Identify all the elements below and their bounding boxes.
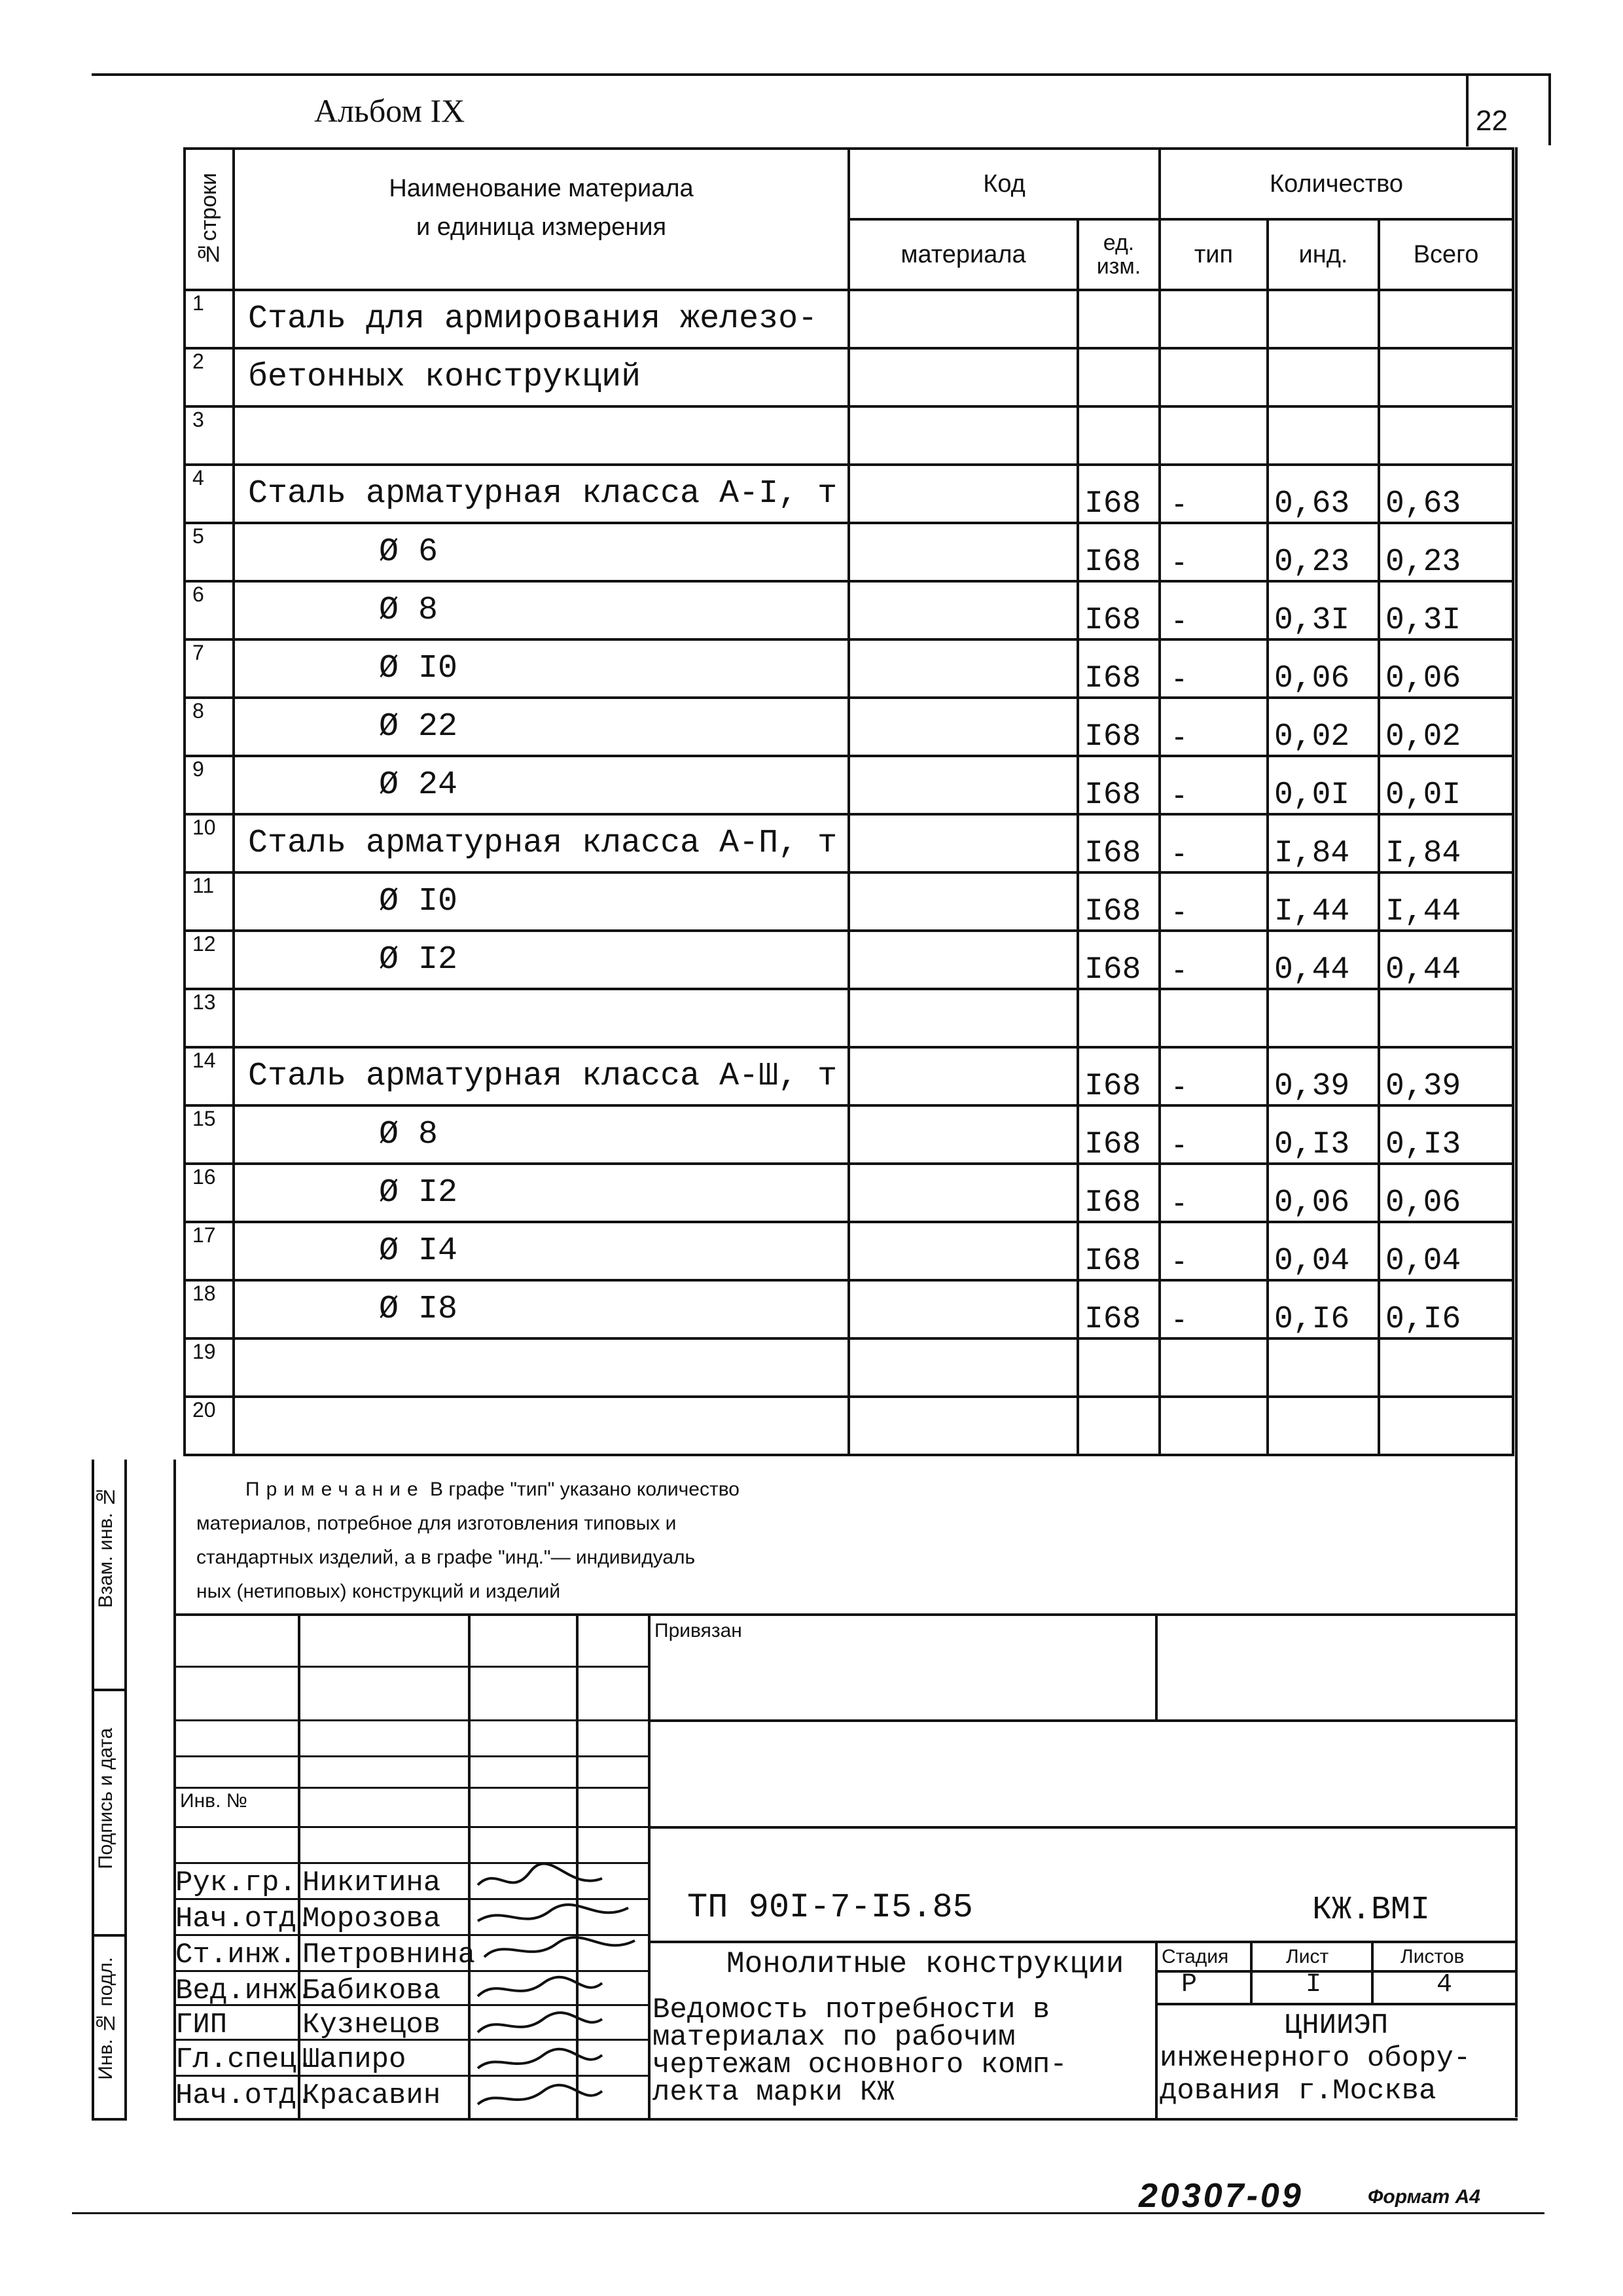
- qty-ind: [1268, 348, 1379, 406]
- doc-title: [652, 1994, 1067, 2109]
- row-number: 9: [185, 756, 234, 814]
- qty-type: [1160, 348, 1268, 406]
- unit-code: I68: [1078, 931, 1160, 989]
- stamp-h-stage: [1155, 1970, 1518, 1973]
- material-code: [849, 639, 1078, 698]
- stamp-h-stage2: [1155, 2003, 1518, 2005]
- stamp-row-line: [173, 1666, 650, 1668]
- side-strip-right: [124, 1460, 127, 2121]
- qty-ind: 0,06: [1268, 1164, 1379, 1222]
- material-code: [849, 1047, 1078, 1105]
- stamp-row-line: [173, 1787, 650, 1789]
- table-row: [185, 1105, 1513, 1164]
- header-material: материала: [849, 219, 1078, 290]
- row-number: 14: [185, 1047, 234, 1105]
- stamp-h-title: [648, 1941, 1518, 1943]
- qty-ind: [1268, 1397, 1379, 1455]
- material-code: [849, 1164, 1078, 1222]
- qty-ind: 0,02: [1268, 698, 1379, 756]
- unit-code: I68: [1078, 523, 1160, 581]
- qty-type: -: [1160, 698, 1268, 756]
- material-code: [849, 931, 1078, 989]
- material-name: [234, 1338, 849, 1397]
- stamp-row-line: [173, 1719, 650, 1721]
- side-strip-bottom: [92, 2118, 127, 2121]
- material-name: Ø I4: [234, 1222, 849, 1280]
- album-title: Альбом IX: [314, 92, 465, 129]
- qty-type: -: [1160, 465, 1268, 523]
- row-number: 6: [185, 581, 234, 639]
- row-number: 16: [185, 1164, 234, 1222]
- qty-total: [1379, 348, 1513, 406]
- sheet-box-left: [1466, 73, 1469, 147]
- stamp-role: Нач.отд.: [175, 2079, 314, 2112]
- stamp-v-stage2: [1371, 1941, 1374, 2004]
- stamp-top: [173, 1613, 1518, 1616]
- table-row: [185, 465, 1513, 523]
- row-number: 8: [185, 698, 234, 756]
- stamp-v2: [468, 1613, 471, 2119]
- qty-ind: [1268, 989, 1379, 1047]
- header-name: Наименование материала и единица измерения: [234, 149, 849, 290]
- qty-type: -: [1160, 872, 1268, 931]
- qty-total: 0,39: [1379, 1047, 1513, 1105]
- sheets-label: Листов: [1400, 1946, 1465, 1967]
- qty-ind: [1268, 406, 1379, 465]
- table-row: [185, 1397, 1513, 1455]
- unit-code: I68: [1078, 639, 1160, 698]
- table-row: [185, 290, 1513, 348]
- qty-type: [1160, 406, 1268, 465]
- material-code: [849, 989, 1078, 1047]
- qty-type: -: [1160, 1222, 1268, 1280]
- material-name: Ø 6: [234, 523, 849, 581]
- org-line3: дования г.Москва: [1160, 2075, 1436, 2108]
- frame-right: [1515, 147, 1518, 2117]
- material-code: [849, 1105, 1078, 1164]
- unit-code: [1078, 348, 1160, 406]
- row-number: 12: [185, 931, 234, 989]
- stamp-role: Вед.инж.: [175, 1975, 314, 2007]
- qty-total: 0,06: [1379, 639, 1513, 698]
- note-line4: ных (нетиповых) конструкций и изделий: [196, 1581, 561, 1602]
- unit-code: I68: [1078, 698, 1160, 756]
- qty-ind: 0,3I: [1268, 581, 1379, 639]
- qty-total: [1379, 1338, 1513, 1397]
- qty-total: 0,04: [1379, 1222, 1513, 1280]
- unit-code: [1078, 406, 1160, 465]
- stage-label: Стадия: [1162, 1946, 1229, 1967]
- side-label-vzam: Взам. инв. №: [95, 1486, 116, 1608]
- material-code: [849, 1338, 1078, 1397]
- sheet-label: Лист: [1286, 1946, 1329, 1967]
- privyazan-label: Привязан: [654, 1620, 742, 1641]
- qty-total: 0,I6: [1379, 1280, 1513, 1338]
- header-ind: инд.: [1268, 219, 1379, 290]
- row-number: 13: [185, 989, 234, 1047]
- footer-format: Формат А4: [1368, 2186, 1480, 2208]
- table-row: [185, 989, 1513, 1047]
- stamp-row-line: [173, 1826, 650, 1828]
- material-name: Сталь арматурная класса А-П, т: [234, 814, 849, 872]
- material-code: [849, 872, 1078, 931]
- stamp-person-name: Красавин: [302, 2079, 441, 2112]
- unit-code: [1078, 1397, 1160, 1455]
- unit-code: I68: [1078, 756, 1160, 814]
- qty-total: 0,06: [1379, 1164, 1513, 1222]
- organization: [1160, 2009, 1513, 2108]
- unit-code: I68: [1078, 465, 1160, 523]
- qty-type: -: [1160, 581, 1268, 639]
- row-number: 17: [185, 1222, 234, 1280]
- table-row: [185, 1338, 1513, 1397]
- footer-number: 20307-09: [1139, 2177, 1304, 2215]
- material-name: бетонных конструкций: [234, 348, 849, 406]
- material-code: [849, 1222, 1078, 1280]
- stamp-v-title: [1155, 1941, 1158, 2119]
- table-row: [185, 1164, 1513, 1222]
- qty-ind: I,84: [1268, 814, 1379, 872]
- material-code: [849, 465, 1078, 523]
- table-row: [185, 639, 1513, 698]
- table-row: [185, 406, 1513, 465]
- qty-total: [1379, 406, 1513, 465]
- qty-type: -: [1160, 1047, 1268, 1105]
- right-border: [1548, 73, 1551, 145]
- unit-code: I68: [1078, 1222, 1160, 1280]
- unit-code: I68: [1078, 814, 1160, 872]
- row-number: 10: [185, 814, 234, 872]
- stamp-row-line: [173, 1755, 650, 1757]
- qty-total: I,44: [1379, 872, 1513, 931]
- stamp-h-priv: [648, 1719, 1518, 1722]
- material-code: [849, 698, 1078, 756]
- material-code: [849, 290, 1078, 348]
- stamp-bottom: [173, 2118, 1518, 2121]
- material-name: Сталь арматурная класса А-Ш, т: [234, 1047, 849, 1105]
- unit-code: I68: [1078, 1280, 1160, 1338]
- qty-type: -: [1160, 1164, 1268, 1222]
- material-code: [849, 348, 1078, 406]
- row-number: 3: [185, 406, 234, 465]
- qty-ind: 0,I6: [1268, 1280, 1379, 1338]
- qty-type: [1160, 290, 1268, 348]
- material-name: [234, 989, 849, 1047]
- stamp-person-name: Никитина: [302, 1867, 441, 1899]
- table-row: [185, 581, 1513, 639]
- doc-title-line2: материалах по рабочим: [652, 2021, 1016, 2054]
- unit-code: I68: [1078, 1105, 1160, 1164]
- doc-title-line1: Ведомость потребности в: [652, 1994, 1050, 2026]
- table-row: [185, 756, 1513, 814]
- qty-ind: 0,I3: [1268, 1105, 1379, 1164]
- note-lead: Примечание: [245, 1479, 425, 1500]
- table-row: [185, 1280, 1513, 1338]
- row-number: 11: [185, 872, 234, 931]
- header-total: Всего: [1379, 219, 1513, 290]
- material-name: [234, 406, 849, 465]
- material-name: Ø 8: [234, 581, 849, 639]
- qty-type: [1160, 989, 1268, 1047]
- header-rownum: №строки: [185, 149, 234, 290]
- material-code: [849, 1397, 1078, 1455]
- note: [196, 1473, 1505, 1609]
- qty-ind: 0,04: [1268, 1222, 1379, 1280]
- stamp-h-code: [648, 1826, 1518, 1829]
- qty-type: [1160, 1338, 1268, 1397]
- org-line2: инженерного обору-: [1160, 2042, 1471, 2075]
- side-strip-div1: [92, 1689, 127, 1691]
- qty-type: -: [1160, 756, 1268, 814]
- material-code: [849, 814, 1078, 872]
- stamp-person-name: Бабикова: [302, 1975, 441, 2007]
- qty-ind: [1268, 290, 1379, 348]
- doc-subtitle: Монолитные конструкции: [726, 1947, 1124, 1981]
- sheet-number: 22: [1476, 105, 1508, 137]
- table-row: [185, 872, 1513, 931]
- qty-type: -: [1160, 1105, 1268, 1164]
- material-code: [849, 523, 1078, 581]
- material-name: Ø I8: [234, 1280, 849, 1338]
- material-name: Ø I0: [234, 872, 849, 931]
- stamp-role: Гл.спец.: [175, 2043, 314, 2076]
- stamp-person-name: Шапиро: [302, 2043, 406, 2076]
- qty-type: [1160, 1397, 1268, 1455]
- sheet-value: I: [1306, 1970, 1322, 2000]
- material-name: Сталь арматурная класса А-I, т: [234, 465, 849, 523]
- qty-ind: 0,39: [1268, 1047, 1379, 1105]
- qty-total: I,84: [1379, 814, 1513, 872]
- qty-total: 0,44: [1379, 931, 1513, 989]
- side-label-podpis: Подпись и дата: [95, 1728, 116, 1869]
- header-qty: Количество: [1160, 149, 1513, 219]
- row-number: 1: [185, 290, 234, 348]
- material-name: Ø I2: [234, 931, 849, 989]
- qty-type: -: [1160, 1280, 1268, 1338]
- material-name: Ø I2: [234, 1164, 849, 1222]
- qty-total: 0,63: [1379, 465, 1513, 523]
- material-name: Ø 8: [234, 1105, 849, 1164]
- material-code: [849, 756, 1078, 814]
- stamp-role: Ст.инж.: [175, 1939, 296, 1971]
- side-label-inv-podl: Инв. № подл.: [95, 1957, 116, 2080]
- material-name: Ø 22: [234, 698, 849, 756]
- material-code: [849, 581, 1078, 639]
- qty-ind: [1268, 1338, 1379, 1397]
- qty-total: 0,23: [1379, 523, 1513, 581]
- material-name: Ø 24: [234, 756, 849, 814]
- stamp-role: ГИП: [175, 2009, 228, 2041]
- table-row: [185, 814, 1513, 872]
- top-border: [92, 73, 1551, 76]
- side-strip-div2: [92, 1934, 127, 1937]
- qty-type: -: [1160, 523, 1268, 581]
- unit-code: [1078, 290, 1160, 348]
- header-unit: ед. изм.: [1078, 219, 1160, 290]
- row-number: 5: [185, 523, 234, 581]
- qty-total: [1379, 290, 1513, 348]
- material-code: [849, 1280, 1078, 1338]
- qty-type: -: [1160, 639, 1268, 698]
- table-row: [185, 348, 1513, 406]
- stage-value: Р: [1181, 1970, 1198, 2000]
- table-row: [185, 931, 1513, 989]
- material-code: [849, 406, 1078, 465]
- material-name: Сталь для армирования железо-: [234, 290, 849, 348]
- doc-mark: КЖ.ВМI: [1312, 1892, 1431, 1929]
- qty-ind: 0,63: [1268, 465, 1379, 523]
- qty-total: [1379, 1397, 1513, 1455]
- stamp-v5: [1155, 1613, 1158, 1719]
- materials-table: [183, 147, 1514, 1456]
- unit-code: [1078, 1338, 1160, 1397]
- qty-type: -: [1160, 814, 1268, 872]
- doc-title-line4: лекта марки КЖ: [652, 2076, 895, 2109]
- note-line1: В графе "тип" указано количество: [430, 1479, 740, 1500]
- material-name: [234, 1397, 849, 1455]
- header-type: тип: [1160, 219, 1268, 290]
- qty-total: 0,3I: [1379, 581, 1513, 639]
- row-number: 7: [185, 639, 234, 698]
- qty-ind: 0,06: [1268, 639, 1379, 698]
- table-row: [185, 523, 1513, 581]
- qty-total: [1379, 989, 1513, 1047]
- qty-type: -: [1160, 931, 1268, 989]
- qty-ind: 0,44: [1268, 931, 1379, 989]
- qty-total: 0,I3: [1379, 1105, 1513, 1164]
- note-line2: материалов, потребное для изготовления типовых и: [196, 1513, 677, 1534]
- stamp-role: Нач.отд.: [175, 1903, 314, 1935]
- doc-code: ТП 90I-7-I5.85: [687, 1888, 973, 1927]
- row-number: 15: [185, 1105, 234, 1164]
- stamp-person-name: Кузнецов: [302, 2009, 441, 2041]
- qty-ind: 0,23: [1268, 523, 1379, 581]
- table-row: [185, 1047, 1513, 1105]
- row-number: 19: [185, 1338, 234, 1397]
- sheets-value: 4: [1436, 1970, 1453, 2000]
- stamp-v4: [648, 1613, 651, 2119]
- unit-code: [1078, 989, 1160, 1047]
- row-number: 18: [185, 1280, 234, 1338]
- stamp-role: Рук.гр.: [175, 1867, 296, 1899]
- unit-code: I68: [1078, 872, 1160, 931]
- row-number: 4: [185, 465, 234, 523]
- unit-code: I68: [1078, 581, 1160, 639]
- qty-total: 0,0I: [1379, 756, 1513, 814]
- row-number: 2: [185, 348, 234, 406]
- qty-ind: I,44: [1268, 872, 1379, 931]
- stamp-person-name: Морозова: [302, 1903, 441, 1935]
- inv-no-label: Инв. №: [180, 1790, 247, 1812]
- bottom-rule: [72, 2212, 1544, 2214]
- side-strip-left: [92, 1460, 94, 2121]
- qty-total: 0,02: [1379, 698, 1513, 756]
- material-name: Ø I0: [234, 639, 849, 698]
- unit-code: I68: [1078, 1164, 1160, 1222]
- qty-ind: 0,0I: [1268, 756, 1379, 814]
- signatures: [471, 1859, 648, 2121]
- unit-code: I68: [1078, 1047, 1160, 1105]
- stamp-v-stage1: [1250, 1941, 1253, 2004]
- stamp-person-name: Петровнина: [302, 1939, 476, 1971]
- table-row: [185, 698, 1513, 756]
- org-line1: ЦНИИЭП: [1284, 2009, 1389, 2042]
- table-row: [185, 1222, 1513, 1280]
- header-code: Код: [849, 149, 1160, 219]
- row-number: 20: [185, 1397, 234, 1455]
- doc-title-line3: чертежам основного комп-: [652, 2049, 1067, 2081]
- note-line3: стандартных изделий, а в графе "инд."— индивидуаль: [196, 1547, 696, 1568]
